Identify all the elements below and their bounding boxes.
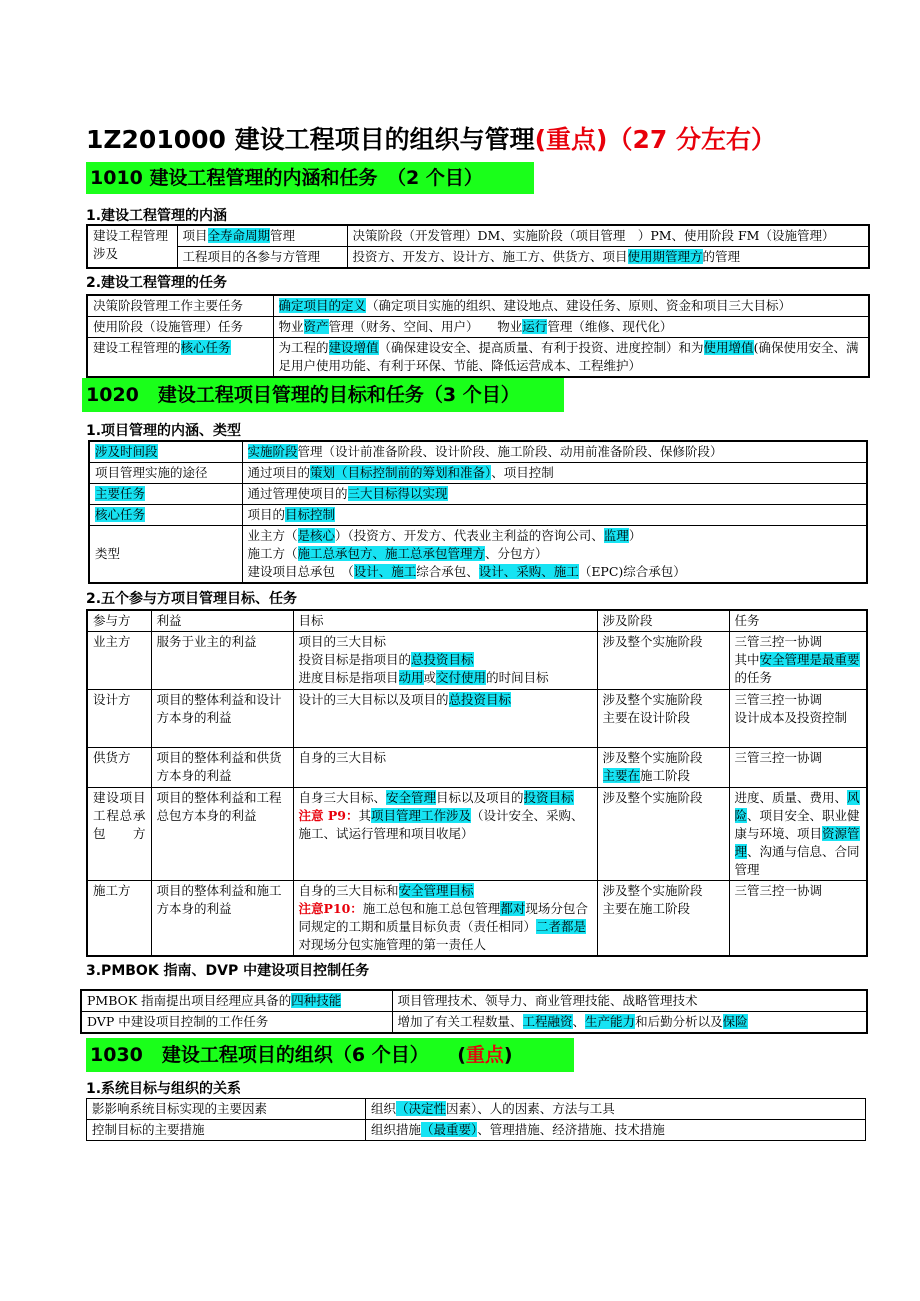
- main-task-detail: 通过管理使项目的三大目标得以实现: [242, 484, 867, 505]
- involvement-label: 建设工程管理涉及: [87, 225, 177, 268]
- measures-detail: 组织措施（最重要）、管理措施、经济措施、技术措施: [366, 1120, 866, 1141]
- core-task2-detail: 项目的目标控制: [242, 505, 867, 526]
- col-header-interest: 利益: [151, 610, 293, 632]
- interest-gc: 项目的整体利益和工程总包方本身的利益: [151, 788, 293, 881]
- dvp-label: DVP 中建设项目控制的工作任务: [81, 1012, 392, 1034]
- col-header-party: 参与方: [87, 610, 151, 632]
- task-contractor: 三管三控一协调: [729, 881, 867, 957]
- page-title: [86, 120, 776, 156]
- stage-contractor: 涉及整个实施阶段 主要在施工阶段: [597, 881, 729, 957]
- table6-title: 1.系统目标与组织的关系: [86, 1081, 242, 1097]
- task-gc: 进度、质量、费用、风险、项目安全、职业健康与环境、项目资源管理、沟通与信息、合同管理: [729, 788, 867, 881]
- table-row: [87, 788, 867, 881]
- lifecycle-cell: 项目全寿命周期管理: [177, 225, 347, 247]
- participants-cell: 工程项目的各参与方管理: [177, 247, 347, 269]
- pmbok-detail: 项目管理技术、领导力、商业管理技能、战略管理技术: [392, 990, 867, 1012]
- measures-label: 控制目标的主要措施: [87, 1120, 366, 1141]
- time-span-detail: 实施阶段管理（设计前准备阶段、设计阶段、施工阶段、动用前准备阶段、保修阶段）: [242, 441, 867, 463]
- section-heading-1020: 1020 建设工程项目管理的目标和任务（3 个目）: [82, 378, 564, 412]
- types-label: 类型: [89, 526, 242, 584]
- stage-design: 涉及整个实施阶段 主要在设计阶段: [597, 690, 729, 748]
- goal-design: 设计的三大目标以及项目的总投资目标: [293, 690, 597, 748]
- pmbok-label: PMBOK 指南提出项目经理应具备的四种技能: [81, 990, 392, 1012]
- stage-supplier: 涉及整个实施阶段 主要在施工阶段: [597, 748, 729, 788]
- interest-supplier: 项目的整体利益和供货方本身的利益: [151, 748, 293, 788]
- core-task2-label: 核心任务: [89, 505, 242, 526]
- table-row: [87, 632, 867, 690]
- task-owner: 三管三控一协调 其中安全管理是最重要的任务: [729, 632, 867, 690]
- col-header-goal: 目标: [293, 610, 597, 632]
- goal-contractor: 自身的三大目标和安全管理目标 注意P10：施工总包和施工总包管理都对现场分包合同规定的工期和质量目标负责（责任相同）二者都是对现场分包实施管理的第一责任人: [293, 881, 597, 957]
- table5-title: 3.PMBOK 指南、DVP 中建设项目控制任务: [86, 963, 370, 979]
- table3-title: 1.项目管理的内涵、类型: [86, 423, 242, 439]
- management-tasks-table: [86, 294, 870, 378]
- goal-supplier: 自身的三大目标: [293, 748, 597, 788]
- pmbok-dvp-table: [80, 989, 868, 1034]
- interest-contractor: 项目的整体利益和施工方本身的利益: [151, 881, 293, 957]
- goal-gc: 自身三大目标、安全管理目标以及项目的投资目标 注意 P9：其项目管理工作涉及（设计安全、采购、施工、试运行管理和项目收尾）: [293, 788, 597, 881]
- decision-stage-detail: 确定项目的定义（确定项目实施的组织、建设地点、建设任务、原则、资金和项目三大目标）: [273, 295, 869, 317]
- table-row: [87, 881, 867, 957]
- factors-detail: 组织（决定性因素）、人的因素、方法与工具: [366, 1099, 866, 1120]
- task-design: 三管三控一协调 设计成本及投资控制: [729, 690, 867, 748]
- interest-design: 项目的整体利益和设计方本身的利益: [151, 690, 293, 748]
- use-stage-detail: 物业资产管理（财务、空间、用户） 物业运行管理（维修、现代化）: [273, 317, 869, 338]
- five-parties-table: [86, 609, 868, 957]
- stage-owner: 涉及整个实施阶段: [597, 632, 729, 690]
- party-owner: 业主方: [87, 632, 151, 690]
- participants-detail-cell: 投资方、开发方、设计方、施工方、供货方、项目使用期管理方的管理: [347, 247, 869, 269]
- core-task-label: 建设工程管理的核心任务: [87, 338, 273, 378]
- title-main: 1Z201000 建设工程项目的组织与管理: [86, 125, 535, 154]
- heading-emphasis: 重点: [465, 1044, 504, 1066]
- use-stage-label: 使用阶段（设施管理）任务: [87, 317, 273, 338]
- title-score: （27 分左右）: [607, 125, 776, 154]
- core-task-detail: 为工程的建设增值（确保建设安全、提高质量、有利于投资、进度控制）和为使用增值(确保使用安全、满足用户使用功能、有利于环保、节能、降低运营成本、工程维护）: [273, 338, 869, 378]
- table-row: [87, 748, 867, 788]
- table1-title: 1.建设工程管理的内涵: [86, 208, 228, 224]
- party-contractor: 施工方: [87, 881, 151, 957]
- task-supplier: 三管三控一协调: [729, 748, 867, 788]
- party-gc: 建设项目工程总承包方: [87, 788, 151, 881]
- interest-owner: 服务于业主的利益: [151, 632, 293, 690]
- section-heading-1010: 1010 建设工程管理的内涵和任务 （2 个目）: [86, 162, 534, 194]
- time-span-label: 涉及时间段: [89, 441, 242, 463]
- table-row: [87, 690, 867, 748]
- party-supplier: 供货方: [87, 748, 151, 788]
- table2-title: 2.建设工程管理的任务: [86, 275, 228, 291]
- system-goal-table: [86, 1098, 866, 1141]
- party-design: 设计方: [87, 690, 151, 748]
- management-connotation-table: [86, 224, 870, 269]
- approach-detail: 通过项目的策划（目标控制前的筹划和准备）、项目控制: [242, 463, 867, 484]
- factors-label: 影影响系统目标实现的主要因素: [87, 1099, 366, 1120]
- stage-gc: 涉及整个实施阶段: [597, 788, 729, 881]
- dvp-detail: 增加了有关工程数量、工程融资、生产能力和后勤分析以及保险: [392, 1012, 867, 1034]
- table4-title: 2.五个参与方项目管理目标、任务: [86, 591, 298, 607]
- project-management-types-table: [88, 440, 868, 584]
- col-header-stage: 涉及阶段: [597, 610, 729, 632]
- col-header-task: 任务: [729, 610, 867, 632]
- main-task-label: 主要任务: [89, 484, 242, 505]
- decision-stage-label: 决策阶段管理工作主要任务: [87, 295, 273, 317]
- table-header-row: [87, 610, 867, 632]
- lifecycle-stages-cell: 决策阶段（开发管理）DM、实施阶段（项目管理 ）PM、使用阶段 FM（设施管理）: [347, 225, 869, 247]
- goal-owner: 项目的三大目标 投资目标是指项目的总投资目标 进度目标是指项目动用或交付使用的时间目标: [293, 632, 597, 690]
- types-detail: 业主方（是核心）（投资方、开发方、代表业主利益的咨询公司、监理） 施工方（施工总承包方、施工总承包管理方、分包方） 建设项目总承包 （设计、施工综合承包、设计、采购、施工（EPC)综合承包）: [242, 526, 867, 584]
- section-heading-1030: 1030 建设工程项目的组织（6 个目） (重点): [86, 1038, 574, 1072]
- title-emphasis: (重点): [534, 125, 608, 154]
- approach-label: 项目管理实施的途径: [89, 463, 242, 484]
